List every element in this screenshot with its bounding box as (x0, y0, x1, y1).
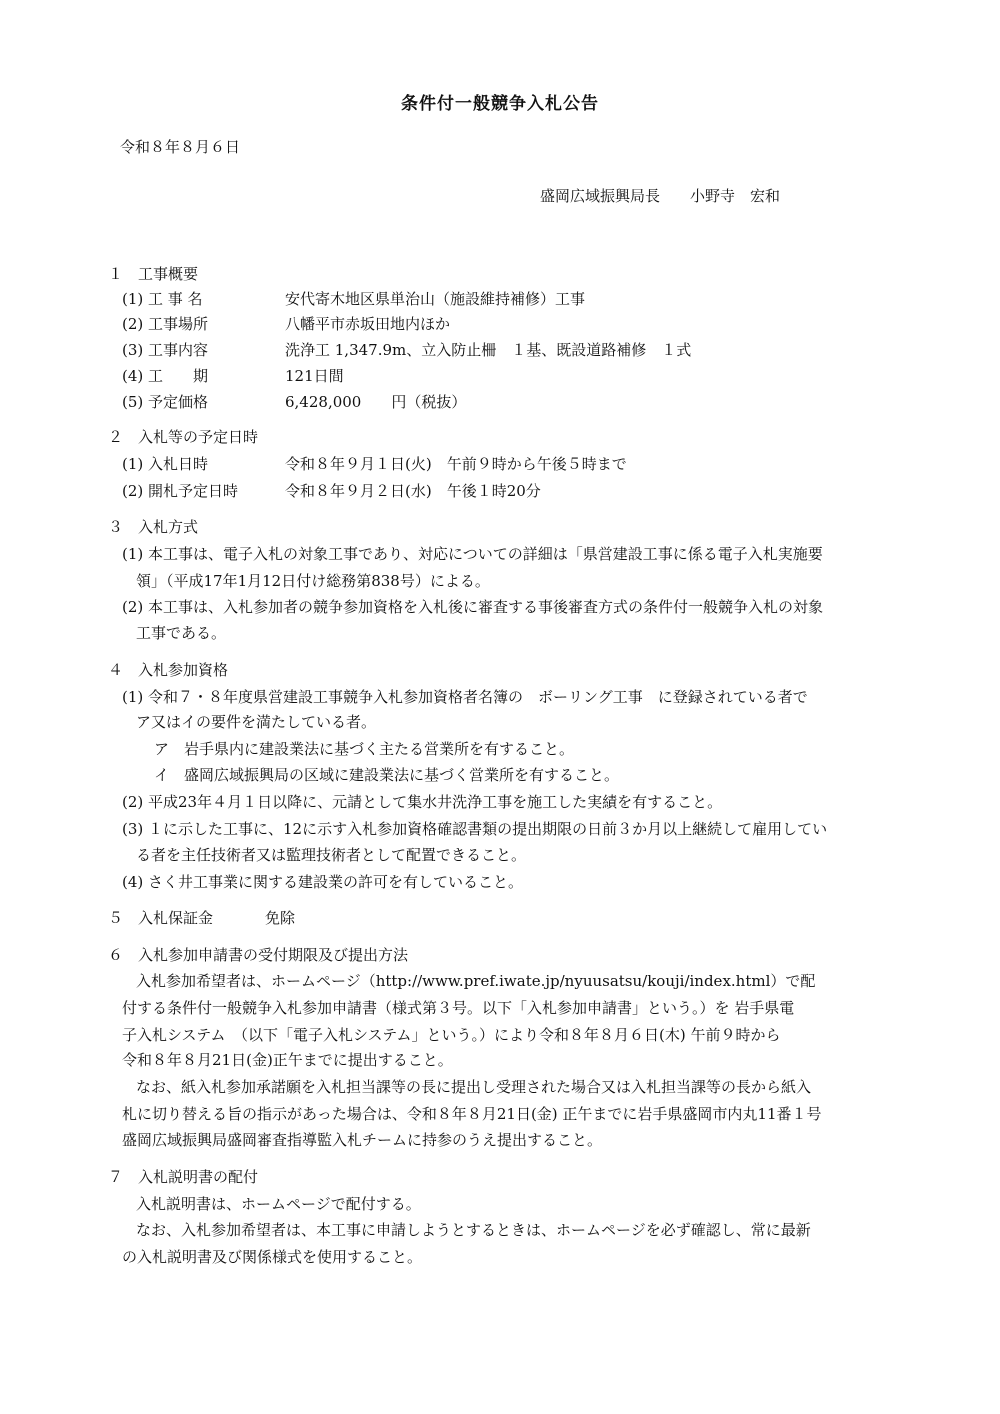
section6-line: 付する条件付一般競争入札参加申請書（様式第３号。以下「入札参加申請書」という。）を 岩手県電 (122, 999, 795, 1017)
item-value: 洗浄工 1,347.9m、立入防止柵 １基、既設道路補修 １式 (285, 341, 692, 359)
item-label: (3) 工事内容 (122, 341, 209, 359)
section3-line: 領」（平成17年1月12日付け総務第838号）による。 (136, 572, 490, 590)
item-label: (4) 工 期 (122, 367, 209, 385)
section5-heading: ５ 入札保証金 (108, 909, 214, 927)
section3-line: (1) 本工事は、電子入札の対象工事であり、対応についての詳細は「県営建設工事に係る電子入札実施要 (122, 545, 823, 563)
section1-heading: １ 工事概要 (108, 265, 199, 283)
section6-line: 令和８年８月21日(金)正午までに提出すること。 (122, 1051, 453, 1069)
section7-line: なお、入札参加希望者は、本工事に申請しようとするときは、ホームページを必ず確認し、常に最新 (136, 1221, 811, 1239)
document-title: 条件付一般競争入札公告 (401, 94, 599, 114)
section6-line: 札に切り替える旨の指示があった場合は、令和８年８月21日(金) 正午までに岩手県盛岡市内丸11番１号 (122, 1105, 822, 1123)
section2-heading: ２ 入札等の予定日時 (108, 428, 259, 446)
item-label: (1) 入札日時 (122, 455, 209, 473)
section7-heading: ７ 入札説明書の配付 (108, 1168, 259, 1186)
section7-line: 入札説明書は、ホームページで配付する。 (136, 1195, 421, 1213)
section4-line: (4) さく井工事業に関する建設業の許可を有していること。 (122, 873, 524, 891)
section6-line: 入札参加希望者は、ホームページ（http://www.pref.iwate.jp/nyuusatsu/kouji/index.html）で配 (136, 972, 816, 990)
section5-value: 免除 (265, 909, 296, 927)
section7-line: の入札説明書及び関係様式を使用すること。 (122, 1248, 423, 1266)
section4-line: (3) １に示した工事に、12に示す入札参加資格確認書類の提出期限の日前３か月以上継続して雇用してい (122, 820, 828, 838)
item-value: 令和８年９月１日(火) 午前９時から午後５時まで (285, 455, 627, 473)
section4-heading: ４ 入札参加資格 (108, 661, 229, 679)
section6-line: なお、紙入札参加承諾願を入札担当課等の長に提出し受理された場合又は入札担当課等の長から紙入 (136, 1078, 812, 1096)
section4-line: ア又はイの要件を満たしている者。 (136, 713, 377, 731)
section6-line: 盛岡広域振興局盛岡審査指導監入札チームに持参のうえ提出すること。 (122, 1131, 603, 1149)
item-label: (2) 開札予定日時 (122, 482, 239, 500)
section4-line: (2) 平成23年４月１日以降に、元請として集水井洗浄工事を施工した実績を有すること。 (122, 793, 723, 811)
section3-line: 工事である。 (136, 624, 227, 642)
item-value: 八幡平市赤坂田地内ほか (285, 315, 451, 333)
section3-heading: ３ 入札方式 (108, 518, 199, 536)
section4-line: (1) 令和７・８年度県営建設工事競争入札参加資格者名簿の ボーリング工事 に登録されている者で (122, 688, 808, 706)
item-value: 6,428,000 円（税抜） (285, 393, 467, 411)
item-value: 安代寄木地区県単治山（施設維持補修）工事 (285, 290, 586, 308)
issuer-name: 盛岡広域振興局長 小野寺 宏和 (540, 187, 781, 205)
section6-line: 子入札システム （以下「電子入札システム」という。）により令和８年８月６日(木) 午前９時から (122, 1026, 781, 1044)
item-label: (5) 予定価格 (122, 393, 209, 411)
item-value: 令和８年９月２日(水) 午後１時20分 (285, 482, 541, 500)
section6-heading: ６ 入札参加申請書の受付期限及び提出方法 (108, 946, 409, 964)
section4-line: る者を主任技術者又は監理技術者として配置できること。 (136, 846, 527, 864)
item-label: (1) 工 事 名 (122, 290, 203, 308)
item-value: 121日間 (285, 367, 344, 385)
item-label: (2) 工事場所 (122, 315, 209, 333)
section4-line: イ 盛岡広域振興局の区域に建設業法に基づく営業所を有すること。 (154, 766, 620, 784)
section3-line: (2) 本工事は、入札参加者の競争参加資格を入札後に審査する事後審査方式の条件付一般競争入札の対象 (122, 598, 824, 616)
notice-date: 令和８年８月６日 (120, 138, 241, 156)
section4-line: ア 岩手県内に建設業法に基づく主たる営業所を有すること。 (154, 740, 575, 758)
